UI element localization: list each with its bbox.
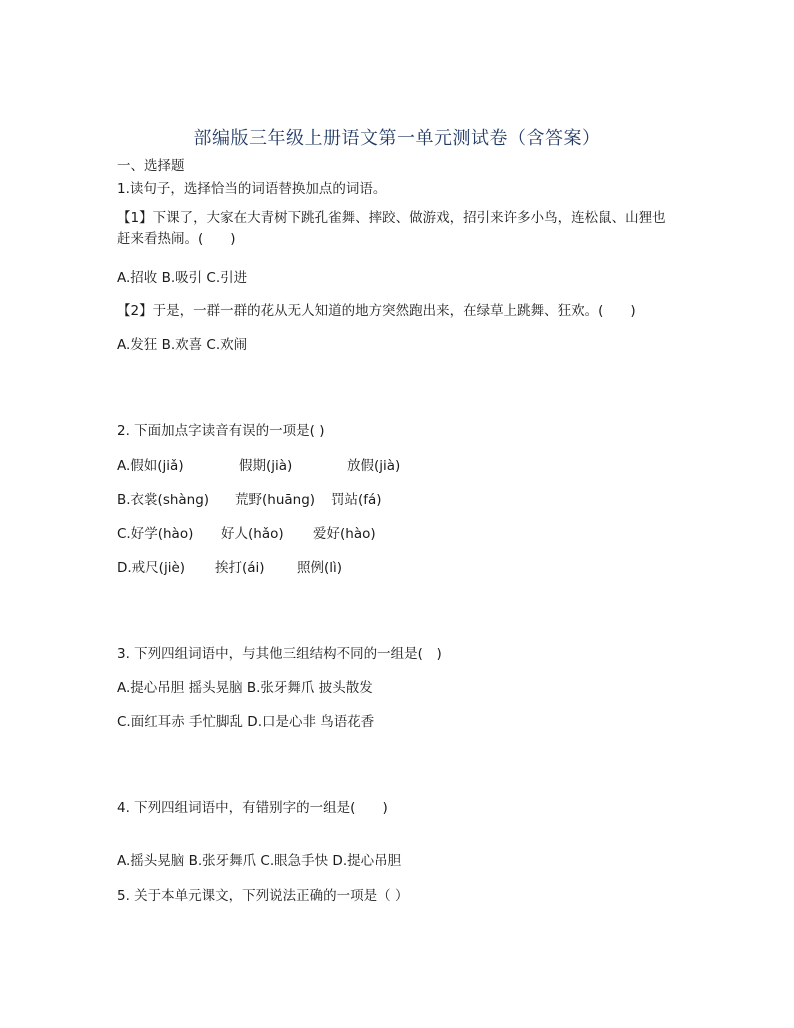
q3-options-line1: A.提心吊胆 摇头晃脑 B.张牙舞爪 披头散发	[117, 680, 373, 696]
q1-sub1: 【1】下课了，大家在大青树下跳孔雀舞、摔跤、做游戏，招引来许多小鸟，连松鼠、山狸也赶来看热闹。( )	[117, 210, 666, 247]
q4-options: A.摇头晃脑 B.张牙舞爪 C.眼急手快 D.提心吊胆	[117, 853, 402, 869]
q3-stem: 3. 下列四组词语中，与其他三组结构不同的一组是( )	[117, 646, 442, 662]
q1-sub2-options: A.发狂 B.欢喜 C.欢闹	[117, 337, 248, 353]
q2-option-a-word3: 放假(jià)	[347, 458, 401, 474]
q2-option-b-word3: 罚站(fá)	[331, 492, 382, 508]
q2-option-d-word1: D.戒尺(jiè)	[117, 560, 186, 576]
q4-stem: 4. 下列四组词语中，有错别字的一组是( )	[117, 800, 388, 816]
q3-options-line2: C.面红耳赤 手忙脚乱 D.口是心非 鸟语花香	[117, 714, 375, 730]
q2-option-a-word1: A.假如(jiǎ)	[117, 458, 184, 474]
q1-sub1-options: A.招收 B.吸引 C.引进	[117, 270, 248, 286]
q2-option-d-word3: 照例(lì)	[297, 560, 343, 576]
q2-option-d-word2: 挨打(ái)	[215, 560, 265, 576]
q1-sub2: 【2】于是，一群一群的花从无人知道的地方突然跑出来，在绿草上跳舞、狂欢。( )	[117, 303, 636, 319]
q1-stem: 1.读句子，选择恰当的词语替换加点的词语。	[117, 181, 387, 197]
q2-option-b-word1: B.衣裳(shàng)	[117, 492, 210, 508]
section-heading: 一、选择题	[117, 158, 185, 174]
q2-option-a-word2: 假期(jià)	[239, 458, 293, 474]
q2-option-c-word2: 好人(hǎo)	[221, 526, 284, 542]
q2-option-c-word3: 爱好(hào)	[313, 526, 376, 542]
q2-option-b-word2: 荒野(huāng)	[235, 492, 316, 508]
page-title: 部编版三年级上册语文第一单元测试卷（含答案）	[193, 128, 601, 149]
q2-option-c-word1: C.好学(hào)	[117, 526, 194, 542]
q5-stem: 5. 关于本单元课文，下列说法正确的一项是（ ）	[117, 888, 409, 904]
q2-stem: 2. 下面加点字读音有误的一项是( )	[117, 423, 325, 439]
